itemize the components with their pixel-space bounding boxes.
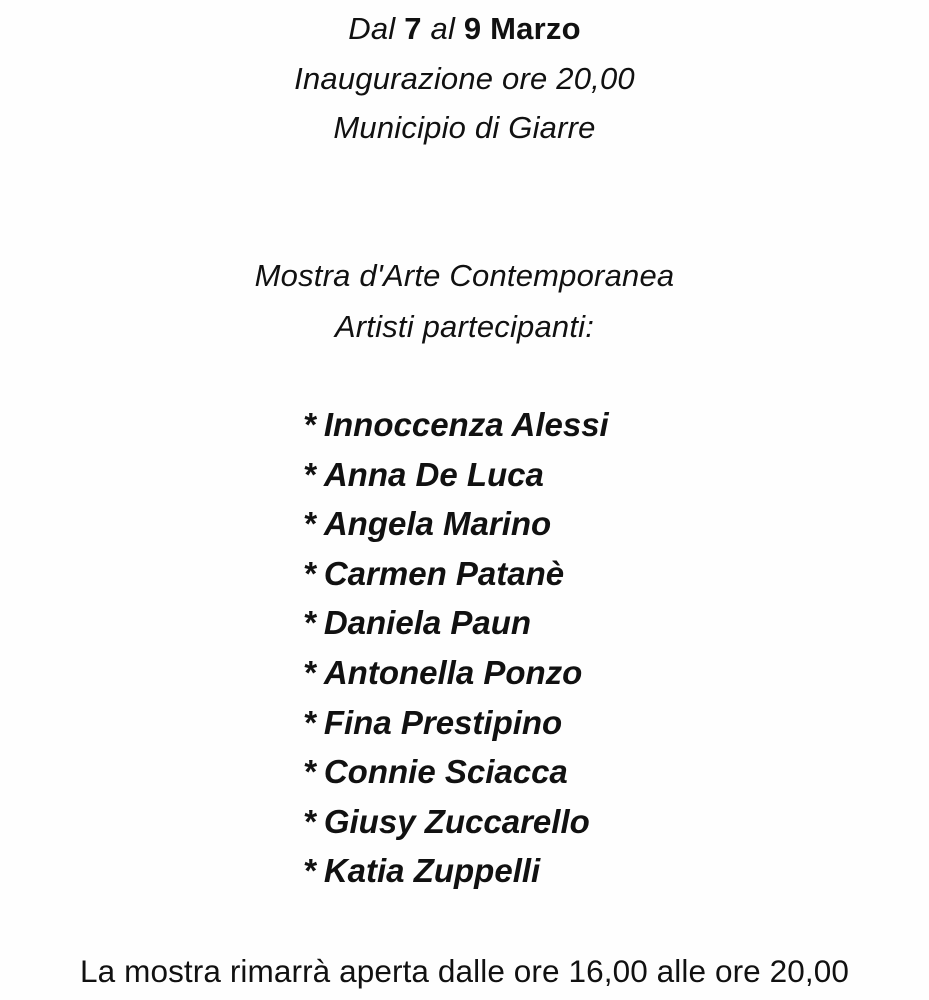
- artist-name: Giusy Zuccarello: [323, 802, 590, 840]
- list-item: [303, 797, 823, 847]
- list-item: [303, 648, 823, 698]
- artist-name: Fina Prestipino: [323, 703, 563, 741]
- end-day: 9: [463, 11, 482, 46]
- venue-line: Municipio di Giarre: [333, 110, 596, 145]
- bullet-asterisk: *: [303, 703, 316, 741]
- artist-name: Connie Sciacca: [323, 753, 568, 791]
- bullet-asterisk: *: [303, 604, 316, 642]
- list-item: [303, 747, 823, 797]
- artist-name: Innoccenza Alessi: [323, 406, 609, 443]
- date-range-line: [0, 10, 929, 48]
- bullet-asterisk: *: [303, 554, 316, 592]
- bullet-asterisk: *: [303, 406, 316, 443]
- bullet-asterisk: *: [303, 852, 316, 890]
- list-item: [303, 450, 823, 500]
- bullet-asterisk: *: [303, 455, 316, 493]
- list-item: [303, 499, 823, 549]
- date-prefix: Dal: [348, 11, 396, 46]
- list-item: [303, 549, 823, 599]
- artist-name: Angela Marino: [323, 505, 552, 543]
- exhibition-title: Mostra d'Arte Contemporanea: [254, 258, 675, 293]
- date-connector: al: [430, 11, 456, 46]
- artist-name: Katia Zuppelli: [323, 852, 541, 890]
- participants-heading: Artisti partecipanti:: [334, 309, 595, 344]
- month: Marzo: [490, 11, 581, 46]
- artist-name: Daniela Paun: [323, 604, 532, 642]
- artist-list: [303, 400, 823, 896]
- bullet-asterisk: *: [303, 753, 316, 791]
- list-item: [303, 598, 823, 648]
- opening-hours: La mostra rimarrà aperta dalle ore 16,00 alle ore 20,00: [80, 953, 849, 989]
- list-item: [303, 400, 823, 450]
- artist-name: Carmen Patanè: [323, 554, 565, 592]
- bullet-asterisk: *: [303, 802, 316, 840]
- start-day: 7: [404, 11, 422, 46]
- artist-name: Antonella Ponzo: [323, 653, 583, 691]
- bullet-asterisk: *: [303, 505, 316, 543]
- list-item: [303, 846, 823, 896]
- bullet-asterisk: *: [303, 653, 316, 691]
- list-item: [303, 698, 823, 748]
- artist-name: Anna De Luca: [323, 455, 544, 493]
- inauguration-line: Inaugurazione ore 20,00: [294, 61, 635, 96]
